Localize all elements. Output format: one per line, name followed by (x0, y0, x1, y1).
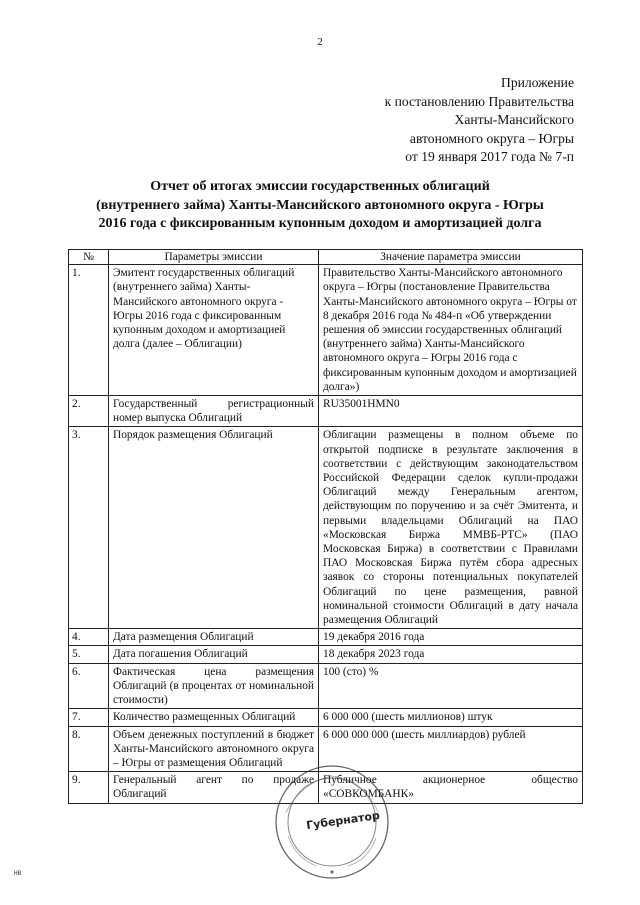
row-value: Правительство Ханты-Мансийского автономного округа – Югры (постановление Правительства Ханты-Мансийского автономного округа – Югры от 8 декабря 2016 года № 484-п «Об утверждении решения об эмиссии государственных облигаций (внутреннего займа) Ханты-Мансийского автономного округа – Югры 2016 года с фиксированным купонным доходом и амортизацией долга») (319, 265, 583, 396)
row-value: 6 000 000 000 (шесть миллиардов) рублей (319, 726, 583, 772)
row-number: 2. (69, 396, 109, 427)
table-row (69, 629, 583, 646)
appendix-line: к постановлению Правительства (384, 93, 574, 109)
row-parameter: Количество размещенных Облигаций (109, 709, 319, 726)
table-row (69, 709, 583, 726)
page-number: 2 (317, 36, 323, 48)
row-parameter: Объем денежных поступлений в бюджет Ханты-Мансийского автономного округа – Югры от размещения Облигаций (109, 726, 319, 772)
row-parameter: Порядок размещения Облигаций (109, 427, 319, 629)
table-header-row (69, 250, 583, 265)
row-value: Облигации размещены в полном объеме по открытой подписке в результате заключения в соответствии с действующим законодательством Российской Федерации сделок купли-продажи Облигаций между Генеральным агентом, действующим по поручению и за счёт Эмитента, и первыми владельцами Облигаций на ПАО «Московская Биржа ММВБ-РТС» (ПАО Московская Биржа) в соответствии с Правилами ПАО Московская Биржа путём сбора адресных заявок со стороны потенциальных покупателей Облигаций по цене размещения, равной номинальной стоимости Облигаций в дату начала размещения Облигаций (319, 427, 583, 629)
row-number: 5. (69, 646, 109, 663)
seal-text: Губернатор (305, 808, 381, 833)
footer-mark: HB (14, 870, 22, 877)
table-row (69, 663, 583, 709)
row-number: 3. (69, 427, 109, 629)
official-seal (272, 762, 392, 882)
header-value: Значение параметра эмиссии (319, 250, 583, 265)
table-row (69, 265, 583, 396)
row-value: 6 000 000 (шесть миллионов) штук (319, 709, 583, 726)
row-value: Публичное акционерное общество «СОВКОМБАНК» (319, 772, 583, 803)
row-number: 6. (69, 663, 109, 709)
row-parameter: Государственный регистрационный номер выпуска Облигаций (109, 396, 319, 427)
table-row (69, 646, 583, 663)
appendix-block (385, 74, 574, 167)
row-number: 8. (69, 726, 109, 772)
row-number: 4. (69, 629, 109, 646)
header-parameter: Параметры эмиссии (109, 250, 319, 265)
title-line: 2016 года с фиксированным купонным доходом и амортизацией долга (98, 216, 542, 232)
row-value: RU35001HMN0 (319, 396, 583, 427)
row-number: 1. (69, 265, 109, 396)
appendix-line: Приложение (501, 75, 574, 90)
row-number: 9. (69, 772, 109, 803)
row-value: 18 декабря 2023 года (319, 646, 583, 663)
row-parameter: Дата размещения Облигаций (109, 629, 319, 646)
row-parameter: Генеральный агент по продаже Облигаций (109, 772, 319, 803)
row-value: 19 декабря 2016 года (319, 629, 583, 646)
table-row (69, 396, 583, 427)
emission-parameters-table (68, 249, 583, 804)
document-title (60, 178, 580, 234)
appendix-line: от 19 января 2017 года № 7-п (405, 149, 574, 164)
appendix-line: автономного округа – Югры (409, 130, 574, 146)
table-row (69, 427, 583, 629)
row-parameter: Дата погашения Облигаций (109, 646, 319, 663)
row-value: 100 (сто) % (319, 663, 583, 709)
row-parameter: Фактическая цена размещения Облигаций (в процентах от номинальной стоимости) (109, 663, 319, 709)
title-line: Отчет об итогах эмиссии государственных облигаций (150, 179, 490, 194)
header-number: № (69, 250, 109, 265)
row-number: 7. (69, 709, 109, 726)
title-line: (внутреннего займа) Ханты-Мансийского автономного округа - Югры (96, 197, 544, 213)
appendix-line: Ханты-Мансийского (454, 112, 574, 127)
row-parameter: Эмитент государственных облигаций (внутреннего займа) Ханты-Мансийского автономного округа - Югры 2016 года с фиксированным купонным доходом и амортизацией долга (далее – Облигации) (109, 265, 319, 396)
